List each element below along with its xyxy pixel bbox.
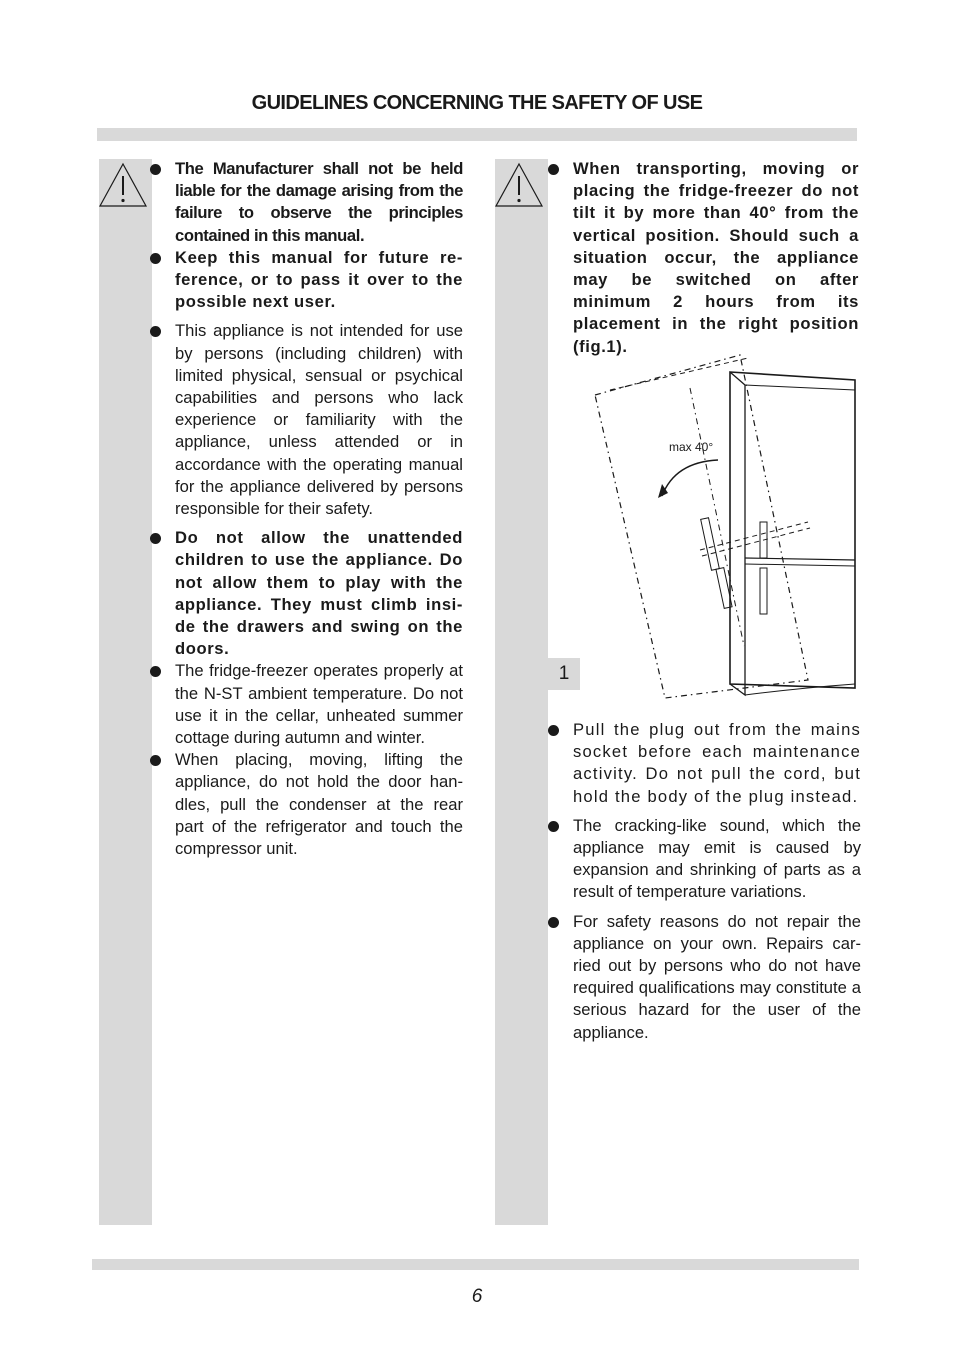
list-item: The cracking-like sound, which the appliance may emit is caused by expansion and shrinking of parts as a result of temperature variations. xyxy=(548,815,861,904)
list-item: This appliance is not intended for use by persons (including children) with limited physical, sensual or psychical capabilities and persons who lack experience or familiarity with the appliance, unless attended or in accordance with the operating manual for the appliance delivered by persons responsible for their safety. xyxy=(150,320,463,520)
safety-list-transport xyxy=(548,158,859,358)
safety-list-right xyxy=(548,719,861,1044)
page-number: 6 xyxy=(471,1286,483,1307)
bottom-divider xyxy=(92,1259,859,1270)
warning-triangle-icon xyxy=(98,162,148,208)
left-margin-strip xyxy=(99,159,152,1225)
list-item: The fridge-freezer operates properly at the N-ST ambient temperature. Do not use it in the cellar, unheated summer cottage during autumn and winter. xyxy=(150,660,463,749)
right-margin-strip xyxy=(495,159,548,1225)
list-item: When placing, moving, lifting the appliance, do not hold the door han-dles, pull the condenser at the rear part of the refrigerator and touch the compressor unit. xyxy=(150,749,463,860)
list-item: When transporting, moving or placing the fridge-freezer do not tilt it by more than 40° from the vertical position. Should such a situation occur, the appliance may be switched on after minimum 2 hours from its placement in the right position (fig.1). xyxy=(548,158,859,358)
right-column-top xyxy=(548,158,859,358)
figure-number: 1 xyxy=(548,658,580,690)
list-item: Pull the plug out from the mains socket before each maintenance activity. Do not pull the cord, but hold the body of the plug instead. xyxy=(548,719,861,808)
list-item: Keep this manual for future re-ference, or to pass it over to the possible next user. xyxy=(150,247,463,314)
left-column xyxy=(150,158,463,860)
list-item: Do not allow the unattended children to use the appliance. Do not allow them to play with the appliance. They must climb insi-de the drawers and swing on the doors. xyxy=(150,527,463,660)
right-column-bottom xyxy=(548,719,861,1044)
top-divider xyxy=(97,128,857,141)
tilt-angle-label: max 40° xyxy=(669,440,714,454)
list-item: The Manufacturer shall not be held liable for the damage arising from the failure to observe the principles contained in this manual. xyxy=(150,158,463,247)
warning-triangle-icon xyxy=(494,162,544,208)
safety-list-left xyxy=(150,158,463,860)
tilt-diagram xyxy=(590,350,862,700)
page-title: GUIDELINES CONCERNING THE SAFETY OF USE xyxy=(251,92,703,114)
list-item: For safety reasons do not repair the appliance on your own. Repairs car-ried out by persons who do not have required qualifications may constitute a serious hazard for the user of the appliance. xyxy=(548,911,861,1044)
